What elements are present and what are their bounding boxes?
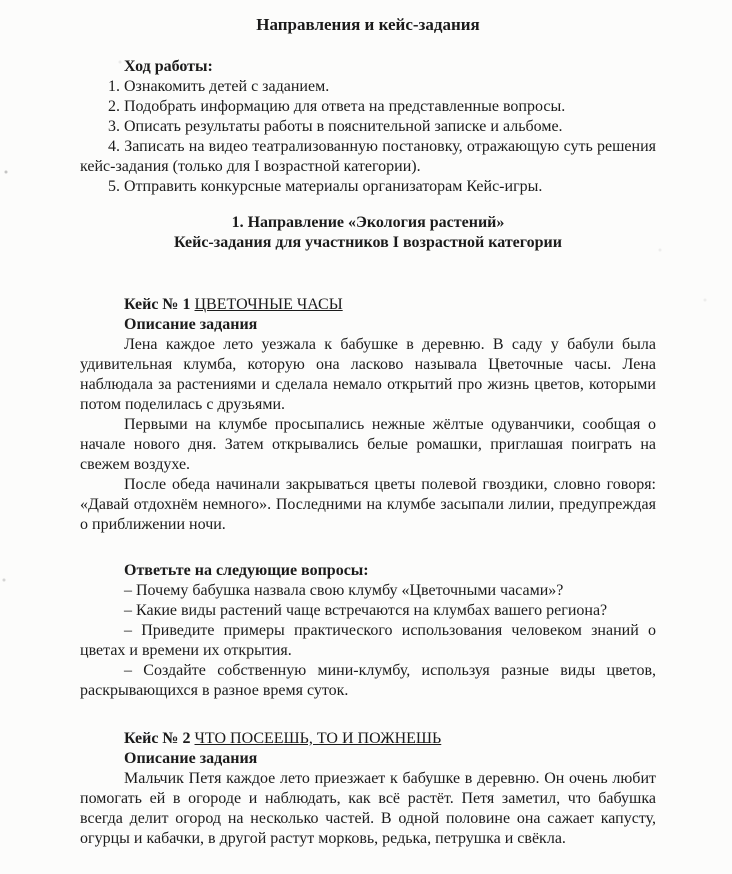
direction-heading-line2: Кейс-задания для участников I возрастной категории [174, 234, 562, 251]
case1-paragraph-1: Лена каждое лето уезжала к бабушке в деревню. В саду у бабули была удивительная клумба, которую она ласково называла Цветочные часы. Лена наблюдала за растениями и сделала немало открытий про жизнь цветов, которыми потом поделилась с друзьями. [80, 336, 656, 413]
work-plan-heading: Ход работы: [124, 58, 213, 75]
case1-question-4: – Создайте собственную мини-клумбу, используя разные виды цветов, раскрывающихся в разное время суток. [80, 662, 656, 699]
case2-paragraph-1: Мальчик Петя каждое лето приезжает к бабушке в деревню. Он очень любит помогать ей в огороде и наблюдать, как всё растёт. Петя заметил, что бабушка всегда делит огород на несколько частей. В одной половине она сажает капусту, огурцы и кабачки, в другой растут морковь, редька, петрушка и свёкла. [80, 770, 656, 847]
direction-heading-line1: 1. Направление «Экология растений» [231, 214, 505, 231]
case2-label: Кейс № 2 [124, 730, 191, 747]
case1-paragraph-3: После обеда начинали закрываться цветы полевой гвоздики, словно говоря: «Давай отдохнём немного». Последними на клумбе засыпали лилии, предупреждая о приближении ночи. [80, 476, 656, 533]
case1-title: ЦВЕТОЧНЫЕ ЧАСЫ [194, 296, 343, 313]
work-plan-item-5: 5. Отправить конкурсные материалы организаторам Кейс-игры. [108, 178, 543, 195]
case1-label: Кейс № 1 [124, 296, 191, 313]
case1-question-1: – Почему бабушка назвала свою клумбу «Цветочными часами»? [124, 582, 564, 599]
case2-heading [80, 729, 656, 749]
case2-description-heading: Описание задания [124, 750, 258, 767]
case1-description-heading: Описание задания [124, 316, 258, 333]
work-plan-item-3: 3. Описать результаты работы в пояснительной записке и альбоме. [108, 118, 563, 135]
case1-block [80, 295, 656, 701]
case1-questions-heading: Ответьте на следующие вопросы: [124, 562, 369, 579]
case2-title: ЧТО ПОСЕЕШЬ, ТО И ПОЖНЕШЬ [194, 730, 442, 747]
document-title: Направления и кейс-задания [256, 15, 480, 34]
work-plan-item-4: 4. Записать на видео театрализованную постановку, отражающую суть решения кейс-задания (только для I возрастной категории). [80, 138, 656, 175]
direction-heading [80, 213, 656, 253]
case1-heading [80, 295, 656, 315]
case1-question-3: – Приведите примеры практического использования человеком знаний о цветах и времени их открытия. [80, 622, 656, 659]
case1-paragraph-2: Первыми на клумбе просыпались нежные жёлтые одуванчики, сообщая о начале нового дня. Затем открывались белые ромашки, приглашая поиграть на свежем воздухе. [80, 416, 656, 473]
case2-block [80, 729, 656, 849]
work-plan-item-1: 1. Ознакомить детей с заданием. [108, 78, 330, 95]
work-plan-item-2: 2. Подобрать информацию для ответа на представленные вопросы. [108, 98, 566, 115]
case1-question-2: – Какие виды растений чаще встречаются на клумбах вашего региона? [124, 602, 608, 619]
